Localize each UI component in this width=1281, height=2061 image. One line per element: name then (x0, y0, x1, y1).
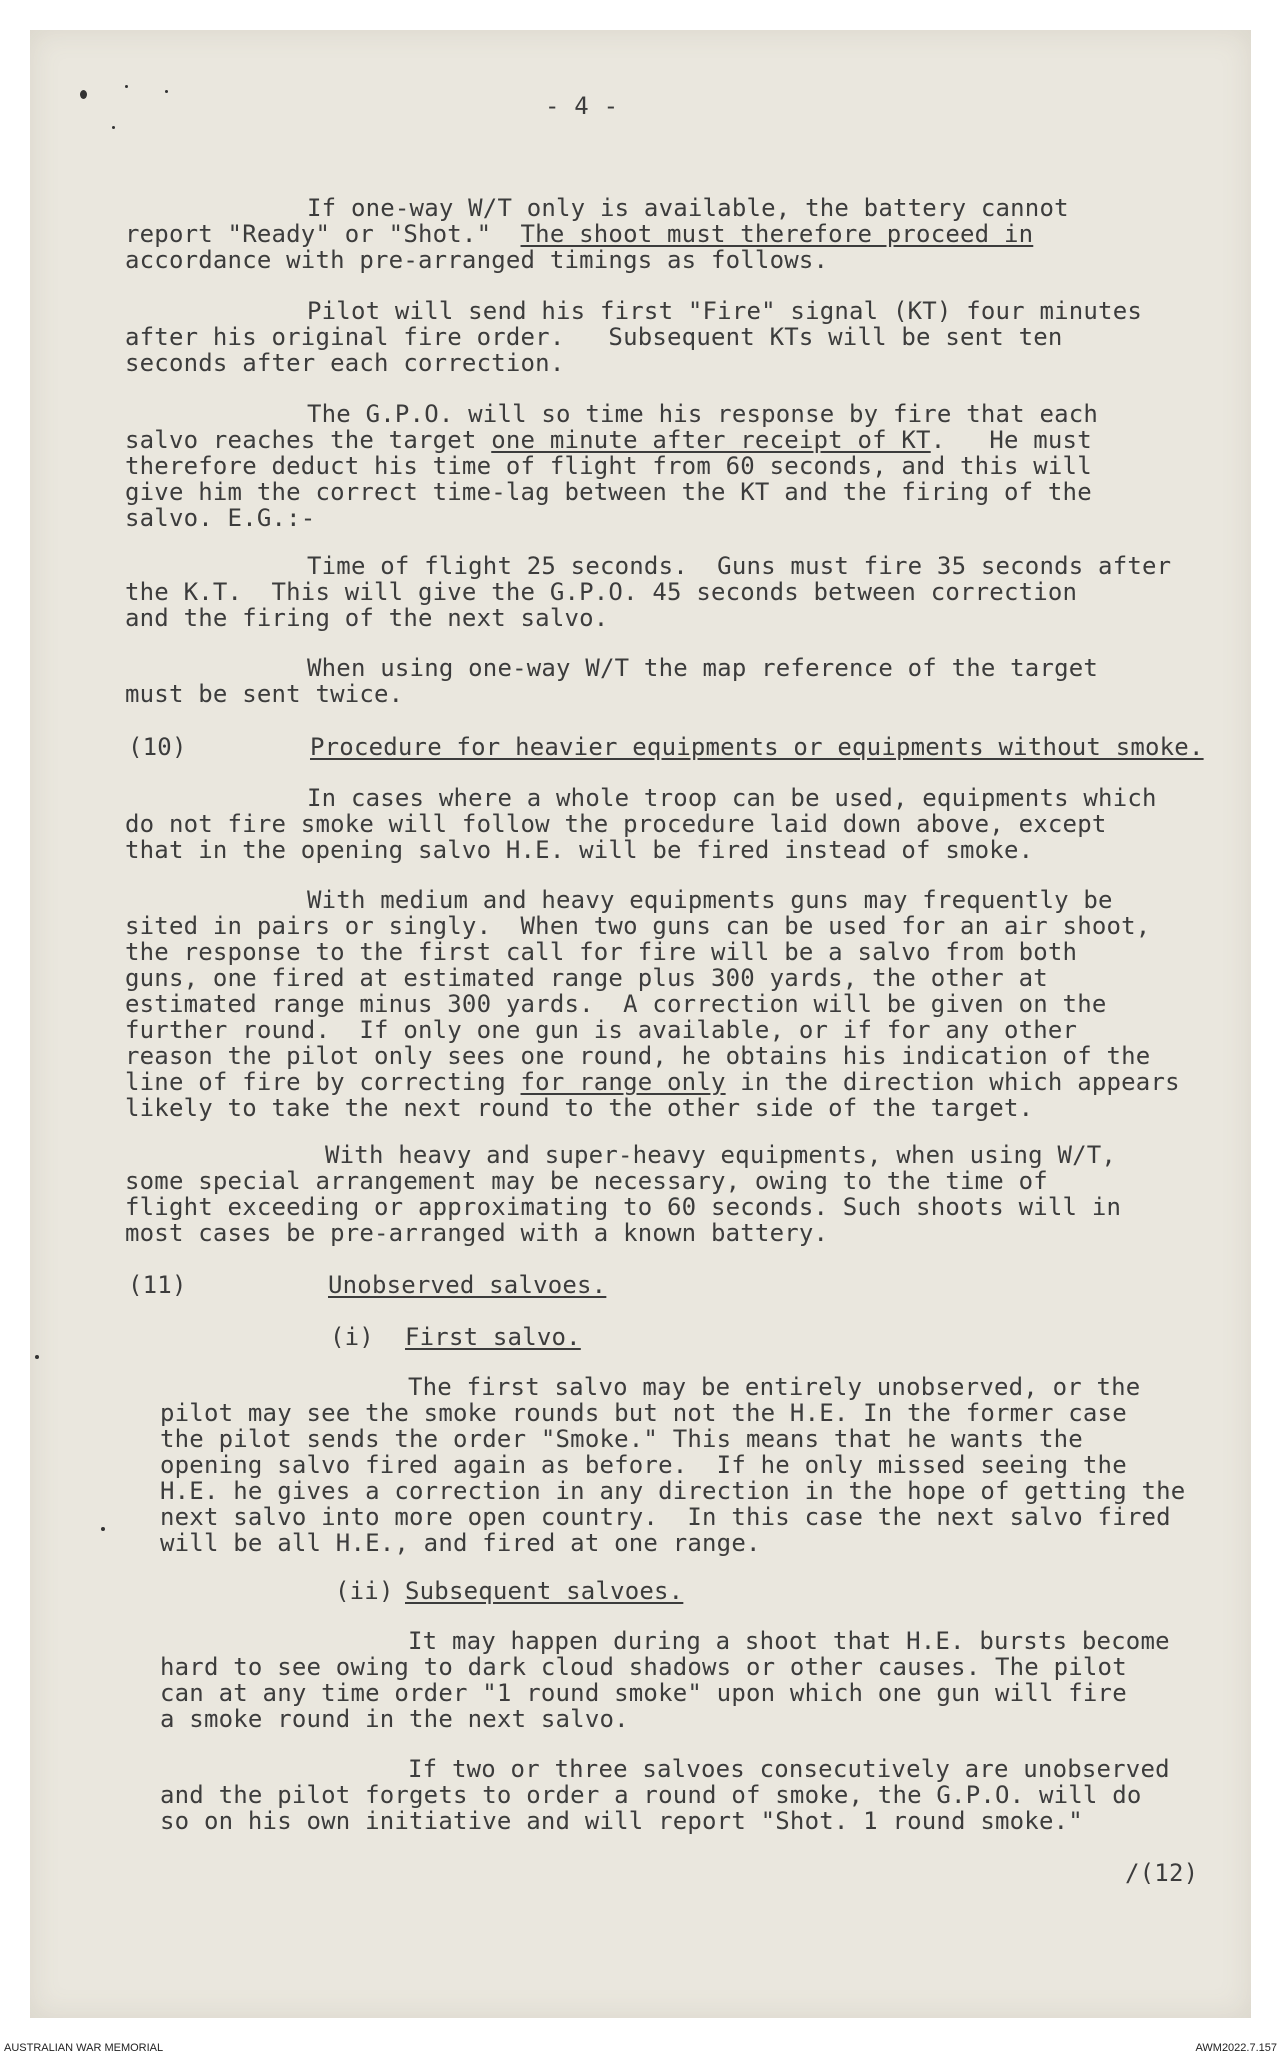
text-line: salvo. E.G.:- (125, 504, 316, 532)
subsection-heading: First salvo. (405, 1323, 581, 1351)
text-line: after his original fire order. Subsequent KTs will be sent ten (125, 323, 1063, 351)
text-line: give him the correct time-lag between the KT and the firing of the (125, 478, 1092, 506)
text-line: next salvo into more open country. In this case the next salvo fired (160, 1503, 1171, 1531)
text-line: If two or three salvoes consecutively are unobserved (408, 1755, 1170, 1783)
text-line: and the pilot forgets to order a round of smoke, the G.P.O. will do (160, 1781, 1142, 1809)
text-line: the pilot sends the order "Smoke." This means that he wants the (160, 1425, 1083, 1453)
text-line: so on his own initiative and will report "Shot. 1 round smoke." (160, 1807, 1083, 1835)
text-line: reason the pilot only sees one round, he obtains his indication of the (125, 1042, 1151, 1070)
text-line: opening salvo fired again as before. If he only missed seeing the (160, 1451, 1127, 1479)
text-line: seconds after each correction. (125, 349, 565, 377)
section-heading: Unobserved salvoes. (328, 1271, 607, 1299)
text-line: will be all H.E., and fired at one range. (160, 1529, 761, 1557)
paragraph-medium-heavy (125, 887, 1205, 1121)
text-line: guns, one fired at estimated range plus 300 yards, the other at (125, 964, 1048, 992)
paragraph-one-way-wt (125, 195, 1205, 273)
subsection-heading: Subsequent salvoes. (405, 1577, 684, 1605)
text-line: sited in pairs or singly. When two guns can be used for an air shoot, (125, 912, 1151, 940)
section-number: (10) (128, 733, 187, 761)
text-line: further round. If only one gun is available, or if for any other (125, 1016, 1078, 1044)
text-line: It may happen during a shoot that H.E. bursts become (408, 1627, 1170, 1655)
text-line: With medium and heavy equipments guns may frequently be (307, 886, 1113, 914)
page-number: - 4 - (545, 92, 619, 120)
text-line: If one-way W/T only is available, the battery cannot (307, 194, 1069, 222)
paragraph-pilot-signal (125, 298, 1205, 376)
paragraph-gpo-timing (125, 401, 1205, 531)
section-number: (11) (128, 1271, 187, 1299)
text-line: the response to the first call for fire will be a salvo from both (125, 938, 1078, 966)
text-line: a smoke round in the next salvo. (160, 1705, 629, 1733)
text-line: salvo reaches the target one minute after receipt of KT. He must (125, 426, 1092, 454)
text-line: must be sent twice. (125, 680, 404, 708)
paragraph-consecutive-unobserved (160, 1756, 1240, 1834)
text-line: When using one-way W/T the map reference of the target (307, 654, 1099, 682)
text-line: accordance with pre-arranged timings as follows. (125, 246, 829, 274)
paragraph-super-heavy (125, 1142, 1205, 1246)
text-line: likely to take the next round to the other side of the target. (125, 1094, 1034, 1122)
text-line: The first salvo may be entirely unobserved, or the (408, 1373, 1141, 1401)
text-line: With heavy and super-heavy equipments, when using W/T, (325, 1141, 1117, 1169)
text-line: the K.T. This will give the G.P.O. 45 seconds between correction (125, 578, 1078, 606)
text-line: Pilot will send his first "Fire" signal (KT) four minutes (307, 297, 1143, 325)
footer-accession-number: AWM2022.7.157 (1195, 2042, 1277, 2054)
text-line: hard to see owing to dark cloud shadows or other causes. The pilot (160, 1653, 1127, 1681)
text-line: report "Ready" or "Shot." The shoot must therefore proceed in (125, 220, 1034, 248)
footer-archive-name: AUSTRALIAN WAR MEMORIAL (4, 2042, 164, 2054)
text-line: do not fire smoke will follow the procedure laid down above, except (125, 810, 1107, 838)
paragraph-first-salvo (160, 1374, 1240, 1556)
text-line: flight exceeding or approximating to 60 seconds. Such shoots will in (125, 1193, 1122, 1221)
paragraph-whole-troop (125, 785, 1205, 863)
paragraph-map-reference (125, 655, 1205, 707)
paragraph-subsequent-salvoes (160, 1628, 1240, 1732)
subsection-number: (i) (330, 1323, 374, 1351)
text-line: most cases be pre-arranged with a known battery. (125, 1219, 829, 1247)
section-heading: Procedure for heavier equipments or equipments without smoke. (310, 733, 1204, 761)
paragraph-time-of-flight (125, 553, 1205, 631)
text-line: Time of flight 25 seconds. Guns must fire 35 seconds after (307, 552, 1172, 580)
continuation-marker: /(12) (1125, 1859, 1199, 1887)
text-line: line of fire by correcting for range only in the direction which appears (125, 1068, 1180, 1096)
subsection-number: (ii) (335, 1577, 394, 1605)
text-line: can at any time order "1 round smoke" upon which one gun will fire (160, 1679, 1127, 1707)
text-line: estimated range minus 300 yards. A correction will be given on the (125, 990, 1107, 1018)
text-line: that in the opening salvo H.E. will be fired instead of smoke. (125, 836, 1034, 864)
text-line: therefore deduct his time of flight from 60 seconds, and this will (125, 452, 1092, 480)
text-line: The G.P.O. will so time his response by fire that each (307, 400, 1099, 428)
text-line: pilot may see the smoke rounds but not the H.E. In the former case (160, 1399, 1127, 1427)
text-line: H.E. he gives a correction in any direction in the hope of getting the (160, 1477, 1186, 1505)
text-line: and the firing of the next salvo. (125, 604, 609, 632)
text-line: some special arrangement may be necessary, owing to the time of (125, 1167, 1048, 1195)
text-line: In cases where a whole troop can be used, equipments which (307, 784, 1157, 812)
